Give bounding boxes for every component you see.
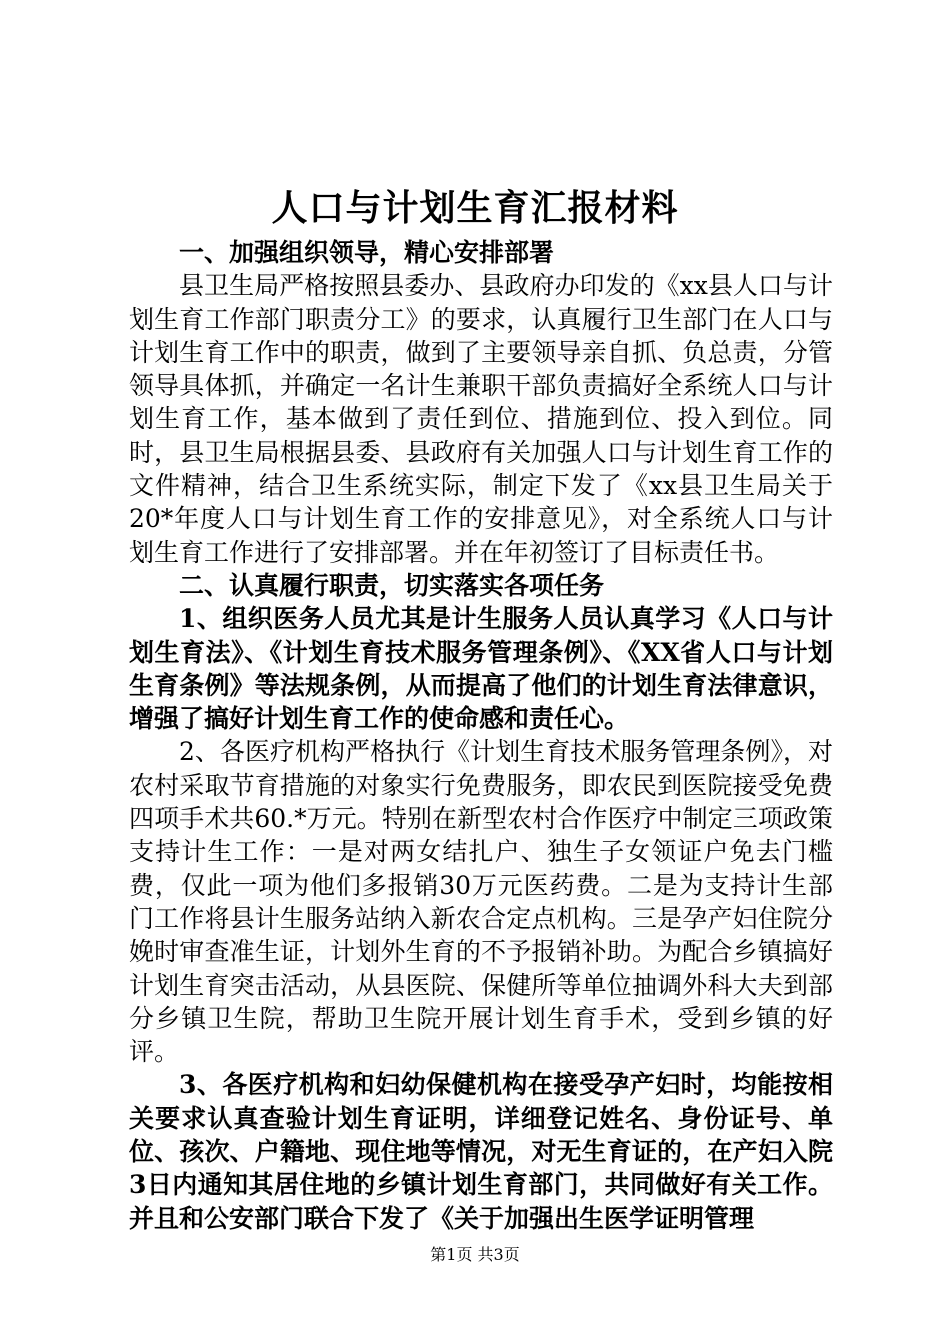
document-body <box>129 236 833 1235</box>
section-2-paragraph-1: 1、组织医务人员尤其是计生服务人员认真学习《人口与计划生育法》、《计划生育技术服务管理条例》、《XX省人口与计划生育条例》等法规条例，从而提高了他们的计划生育法律意识，增强了搞好计划生育工作的使命感和责任心。 <box>129 604 833 734</box>
section-2-paragraph-2: 2、各医疗机构严格执行《计划生育技术服务管理条例》，对农村采取节育措施的对象实行免费服务，即农民到医院接受免费四项手术共60.*万元。特别在新型农村合作医疗中制定三项政策支持计生工作：一是对两女结扎户、独生子女领证户免去门槛费，仅此一项为他们多报销30万元医药费。二是为支持计生部门工作将县计生服务站纳入新农合定点机构。三是孕产妇住院分娩时审查准生证，计划外生育的不予报销补助。为配合乡镇搞好计划生育突击活动，从县医院、保健所等单位抽调外科大夫到部分乡镇卫生院，帮助卫生院开展计划生育手术，受到乡镇的好评。 <box>129 737 833 1067</box>
section-2-paragraph-3: 3、各医疗机构和妇幼保健机构在接受孕产妇时，均能按相关要求认真查验计划生育证明，详细登记姓名、身份证号、单位、孩次、户籍地、现住地等情况，对无生育证的，在产妇入院3日内通知其居住地的乡镇计划生育部门，共同做好有关工作。并且和公安部门联合下发了《关于加强出生医学证明管理 <box>129 1070 833 1233</box>
document-title: 人口与计划生育汇报材料 <box>271 187 679 229</box>
section-1-paragraph-1: 县卫生局严格按照县委办、县政府办印发的《xx县人口与计划生育工作部门职责分工》的要求，认真履行卫生部门在人口与计划生育工作中的职责，做到了主要领导亲自抓、负总责，分管领导具体抓，并确定一名计生兼职干部负责搞好全系统人口与计划生育工作，基本做到了责任到位、措施到位、投入到位。同时，县卫生局根据县委、县政府有关加强人口与计划生育工作的文件精神，结合卫生系统实际，制定下发了《xx县卫生局关于20*年度人口与计划生育工作的安排意见》，对全系统人口与计划生育工作进行了安排部署。并在年初签订了目标责任书。 <box>129 271 833 567</box>
section-heading-2: 二、认真履行职责，切实落实各项任务 <box>179 570 605 600</box>
section-heading-1: 一、加强组织领导，精心安排部署 <box>179 238 555 267</box>
page-number-footer: 第1页 共3页 <box>430 1245 520 1264</box>
